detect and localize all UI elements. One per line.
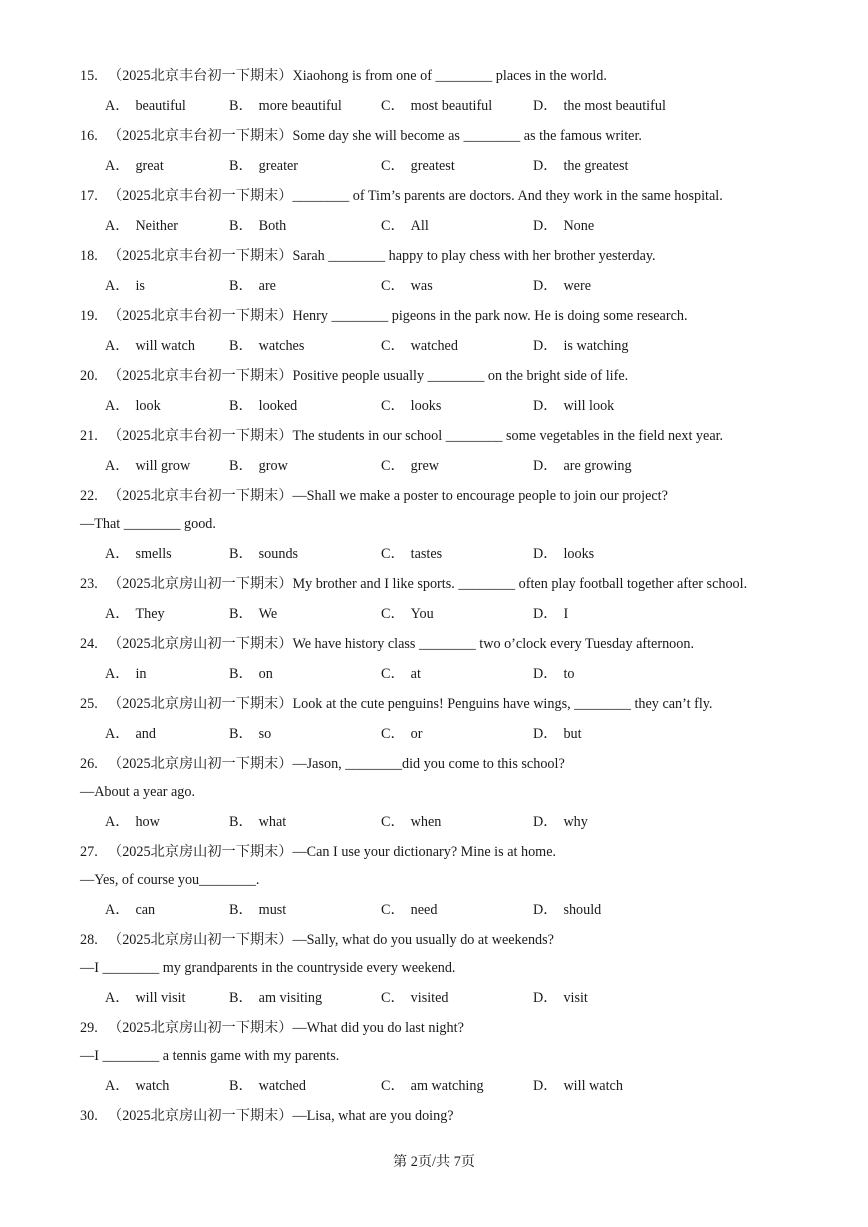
answer-options [105, 96, 805, 116]
option-text: will watch [135, 338, 195, 354]
question-number: 27. [80, 844, 98, 860]
answer-option [533, 900, 601, 920]
option-text: looks [563, 546, 595, 562]
option-text: must [258, 902, 287, 918]
answer-option [381, 1076, 484, 1096]
answer-options [105, 812, 805, 832]
answer-option [229, 396, 297, 416]
answer-option [229, 988, 322, 1008]
answer-option [381, 456, 439, 476]
question-source: （2025北京房山初一下期末） [108, 1020, 293, 1036]
answer-option [381, 336, 458, 356]
answer-option [533, 96, 666, 116]
option-text: in [135, 666, 147, 682]
option-letter: B． [229, 990, 253, 1006]
option-text: Both [258, 218, 287, 234]
option-text: beautiful [135, 98, 186, 114]
option-text: need [410, 902, 438, 918]
answer-option [105, 812, 160, 832]
question-line [80, 842, 556, 862]
option-letter: A． [105, 1078, 130, 1094]
option-text: were [563, 278, 592, 294]
option-text: greater [258, 158, 299, 174]
answer-option [533, 336, 628, 356]
question-stem: Some day she will become as ________ as the famous writer. [292, 128, 642, 144]
option-text: the most beautiful [563, 98, 666, 114]
option-text: more beautiful [258, 98, 342, 114]
option-text: You [410, 606, 434, 622]
question-number: 20. [80, 368, 98, 384]
question-stem: —Sally, what do you usually do at weekends? [292, 932, 554, 948]
option-letter: A． [105, 278, 130, 294]
question-stem: Henry ________ pigeons in the park now. He is doing some research. [292, 308, 688, 324]
option-text: look [135, 398, 161, 414]
question-line [80, 186, 723, 206]
answer-option [229, 96, 342, 116]
answer-option [105, 156, 164, 176]
answer-options [105, 544, 805, 564]
option-text: looked [258, 398, 298, 414]
option-text: is watching [563, 338, 629, 354]
option-text: sounds [258, 546, 299, 562]
question-source: （2025北京房山初一下期末） [108, 636, 293, 652]
option-text: greatest [410, 158, 455, 174]
option-letter: C． [381, 458, 405, 474]
answer-option [229, 604, 277, 624]
option-text: watch [135, 1078, 170, 1094]
option-text: watched [410, 338, 458, 354]
option-text: and [135, 726, 156, 742]
question-source: （2025北京房山初一下期末） [108, 576, 293, 592]
answer-option [229, 216, 286, 236]
answer-options [105, 216, 805, 236]
option-letter: D． [533, 666, 558, 682]
answer-option [105, 988, 186, 1008]
option-letter: D． [533, 218, 558, 234]
answer-options [105, 396, 805, 416]
answer-options [105, 156, 805, 176]
answer-option [381, 664, 421, 684]
answer-option [105, 604, 165, 624]
question-number: 23. [80, 576, 98, 592]
option-letter: C． [381, 666, 405, 682]
option-text: visit [563, 990, 588, 1006]
option-letter: B． [229, 902, 253, 918]
question-number: 26. [80, 756, 98, 772]
answer-option [105, 336, 195, 356]
option-letter: C． [381, 902, 405, 918]
question-stem: Xiaohong is from one of ________ places in the world. [292, 68, 607, 84]
dialogue-reply: —I ________ a tennis game with my parents. [80, 1048, 340, 1064]
option-letter: D． [533, 546, 558, 562]
option-letter: D． [533, 338, 558, 354]
question-line [80, 66, 607, 86]
question-line [80, 634, 694, 654]
answer-option [533, 988, 588, 1008]
option-text: are [258, 278, 276, 294]
option-text: Neither [135, 218, 178, 234]
page-footer: 第 2页/共 7页 [393, 1154, 475, 1170]
question-line [80, 246, 656, 266]
question-source: （2025北京房山初一下期末） [108, 844, 293, 860]
option-letter: B． [229, 546, 253, 562]
option-letter: C． [381, 338, 405, 354]
answer-option [229, 456, 288, 476]
option-text: but [563, 726, 582, 742]
option-text: most beautiful [410, 98, 493, 114]
answer-option [533, 276, 591, 296]
answer-options [105, 276, 805, 296]
option-text: will grow [135, 458, 191, 474]
option-text: the greatest [563, 158, 629, 174]
option-letter: A． [105, 726, 130, 742]
option-letter: A． [105, 666, 130, 682]
answer-option [105, 216, 178, 236]
option-letter: C． [381, 218, 405, 234]
question-line [80, 754, 565, 774]
option-text: is [135, 278, 145, 294]
option-text: can [135, 902, 156, 918]
option-text: They [135, 606, 165, 622]
option-letter: B． [229, 98, 253, 114]
question-stem: The students in our school ________ some vegetables in the field next year. [292, 428, 724, 444]
question-line [80, 1106, 454, 1126]
option-text: what [258, 814, 287, 830]
answer-option [381, 900, 437, 920]
question-source: （2025北京房山初一下期末） [108, 756, 293, 772]
answer-option [229, 664, 273, 684]
option-letter: B． [229, 218, 253, 234]
option-letter: D． [533, 98, 558, 114]
answer-option [229, 1076, 306, 1096]
answer-option [381, 216, 429, 236]
option-text: All [410, 218, 429, 234]
option-text: We [258, 606, 278, 622]
option-text: I [563, 606, 569, 622]
option-letter: A． [105, 990, 130, 1006]
option-letter: C． [381, 158, 405, 174]
question-source: （2025北京房山初一下期末） [108, 1108, 293, 1124]
option-letter: D． [533, 1078, 558, 1094]
option-text: so [258, 726, 272, 742]
question-number: 15. [80, 68, 98, 84]
question-line [80, 126, 642, 146]
answer-option [105, 456, 190, 476]
option-letter: B． [229, 458, 253, 474]
question-source: （2025北京丰台初一下期末） [108, 488, 293, 504]
question-line [80, 426, 723, 446]
option-letter: B． [229, 338, 253, 354]
answer-options [105, 604, 805, 624]
option-letter: B． [229, 814, 253, 830]
option-text: to [563, 666, 575, 682]
answer-option [105, 664, 146, 684]
option-letter: C． [381, 398, 405, 414]
question-number: 21. [80, 428, 98, 444]
option-letter: A． [105, 458, 130, 474]
question-stem: Positive people usually ________ on the bright side of life. [292, 368, 629, 384]
option-text: smells [135, 546, 172, 562]
option-letter: A． [105, 606, 130, 622]
option-letter: A． [105, 338, 130, 354]
question-number: 18. [80, 248, 98, 264]
option-text: visited [410, 990, 449, 1006]
answer-option [229, 812, 286, 832]
option-letter: A． [105, 398, 130, 414]
option-letter: B． [229, 1078, 253, 1094]
option-letter: C． [381, 814, 405, 830]
question-number: 22. [80, 488, 98, 504]
question-stem: —Jason, ________did you come to this school? [292, 756, 565, 772]
answer-option [105, 724, 156, 744]
option-letter: A． [105, 902, 130, 918]
question-line [80, 694, 712, 714]
question-source: （2025北京房山初一下期末） [108, 696, 293, 712]
option-text: great [135, 158, 164, 174]
dialogue-reply: —I ________ my grandparents in the countryside every weekend. [80, 960, 456, 976]
question-stem: —Can I use your dictionary? Mine is at home. [292, 844, 557, 860]
question-line [80, 574, 747, 594]
option-letter: D． [533, 726, 558, 742]
answer-option [533, 216, 594, 236]
answer-option [105, 96, 186, 116]
answer-option [533, 396, 614, 416]
option-text: watched [258, 1078, 306, 1094]
option-letter: A． [105, 158, 130, 174]
answer-option [533, 724, 582, 744]
option-letter: A． [105, 814, 130, 830]
question-line [80, 486, 668, 506]
question-stem: —Shall we make a poster to encourage people to join our project? [292, 488, 668, 504]
option-letter: D． [533, 606, 558, 622]
question-source: （2025北京丰台初一下期末） [108, 428, 293, 444]
answer-option [105, 900, 155, 920]
answer-option [229, 276, 276, 296]
answer-options [105, 664, 805, 684]
option-text: was [410, 278, 433, 294]
answer-options [105, 900, 805, 920]
answer-option [105, 544, 172, 564]
option-letter: D． [533, 458, 558, 474]
question-number: 17. [80, 188, 98, 204]
option-letter: D． [533, 990, 558, 1006]
answer-options [105, 336, 805, 356]
question-stem: We have history class ________ two o’clock every Tuesday afternoon. [292, 636, 694, 652]
dialogue-reply: —Yes, of course you________. [80, 872, 260, 888]
option-letter: C． [381, 98, 405, 114]
option-letter: C． [381, 1078, 405, 1094]
question-source: （2025北京丰台初一下期末） [108, 68, 293, 84]
question-line [80, 930, 554, 950]
answer-option [533, 604, 568, 624]
option-text: will visit [135, 990, 186, 1006]
option-text: am visiting [258, 990, 323, 1006]
option-text: am watching [410, 1078, 484, 1094]
question-number: 25. [80, 696, 98, 712]
answer-options [105, 456, 805, 476]
question-number: 28. [80, 932, 98, 948]
answer-option [105, 1076, 169, 1096]
option-letter: B． [229, 278, 253, 294]
answer-option [229, 544, 298, 564]
answer-option [381, 156, 455, 176]
option-letter: D． [533, 158, 558, 174]
option-text: how [135, 814, 160, 830]
option-text: or [410, 726, 423, 742]
answer-option [533, 812, 588, 832]
option-letter: B． [229, 726, 253, 742]
answer-option [381, 604, 434, 624]
answer-option [229, 336, 304, 356]
question-stem: —Lisa, what are you doing? [292, 1108, 454, 1124]
option-letter: A． [105, 98, 130, 114]
option-text: will watch [563, 1078, 623, 1094]
option-letter: C． [381, 726, 405, 742]
answer-option [381, 396, 441, 416]
option-letter: B． [229, 666, 253, 682]
answer-options [105, 724, 805, 744]
question-number: 24. [80, 636, 98, 652]
question-number: 19. [80, 308, 98, 324]
option-letter: C． [381, 990, 405, 1006]
option-text: None [563, 218, 595, 234]
answer-option [533, 156, 628, 176]
dialogue-reply: —About a year ago. [80, 784, 196, 800]
question-source: （2025北京丰台初一下期末） [108, 128, 293, 144]
question-source: （2025北京丰台初一下期末） [108, 248, 293, 264]
question-stem: Sarah ________ happy to play chess with her brother yesterday. [292, 248, 656, 264]
answer-option [533, 1076, 623, 1096]
option-text: should [563, 902, 602, 918]
question-number: 30. [80, 1108, 98, 1124]
answer-option [381, 812, 441, 832]
question-line [80, 366, 628, 386]
answer-option [229, 156, 298, 176]
question-line [80, 306, 688, 326]
answer-option [533, 544, 594, 564]
answer-option [381, 96, 492, 116]
question-line [80, 1018, 464, 1038]
option-text: grow [258, 458, 288, 474]
answer-option [105, 396, 161, 416]
option-text: when [410, 814, 442, 830]
answer-options [105, 1076, 805, 1096]
question-stem: My brother and I like sports. ________ often play football together after school. [292, 576, 748, 592]
option-text: looks [410, 398, 442, 414]
question-source: （2025北京丰台初一下期末） [108, 188, 293, 204]
answer-options [105, 988, 805, 1008]
answer-option [533, 456, 632, 476]
option-text: are growing [563, 458, 632, 474]
question-stem: ________ of Tim’s parents are doctors. And they work in the same hospital. [292, 188, 723, 204]
option-letter: D． [533, 398, 558, 414]
question-number: 16. [80, 128, 98, 144]
option-text: grew [410, 458, 440, 474]
option-letter: B． [229, 606, 253, 622]
question-stem: —What did you do last night? [292, 1020, 464, 1036]
option-letter: A． [105, 546, 130, 562]
option-text: why [563, 814, 588, 830]
answer-option [229, 724, 271, 744]
question-source: （2025北京丰台初一下期末） [108, 308, 293, 324]
question-source: （2025北京房山初一下期末） [108, 932, 293, 948]
answer-option [381, 988, 449, 1008]
option-letter: C． [381, 278, 405, 294]
option-letter: B． [229, 398, 253, 414]
question-source: （2025北京丰台初一下期末） [108, 368, 293, 384]
option-letter: D． [533, 814, 558, 830]
answer-option [381, 276, 433, 296]
answer-option [381, 724, 422, 744]
answer-option [229, 900, 286, 920]
answer-option [105, 276, 145, 296]
option-letter: D． [533, 278, 558, 294]
answer-option [533, 664, 574, 684]
option-letter: C． [381, 606, 405, 622]
question-number: 29. [80, 1020, 98, 1036]
answer-option [381, 544, 442, 564]
dialogue-reply: —That ________ good. [80, 516, 216, 532]
option-letter: D． [533, 902, 558, 918]
option-letter: B． [229, 158, 253, 174]
option-text: will look [563, 398, 615, 414]
option-text: tastes [410, 546, 443, 562]
option-letter: C． [381, 546, 405, 562]
option-text: on [258, 666, 273, 682]
option-letter: A． [105, 218, 130, 234]
question-stem: Look at the cute penguins! Penguins have wings, ________ they can’t fly. [292, 696, 713, 712]
option-text: at [410, 666, 421, 682]
option-text: watches [258, 338, 305, 354]
